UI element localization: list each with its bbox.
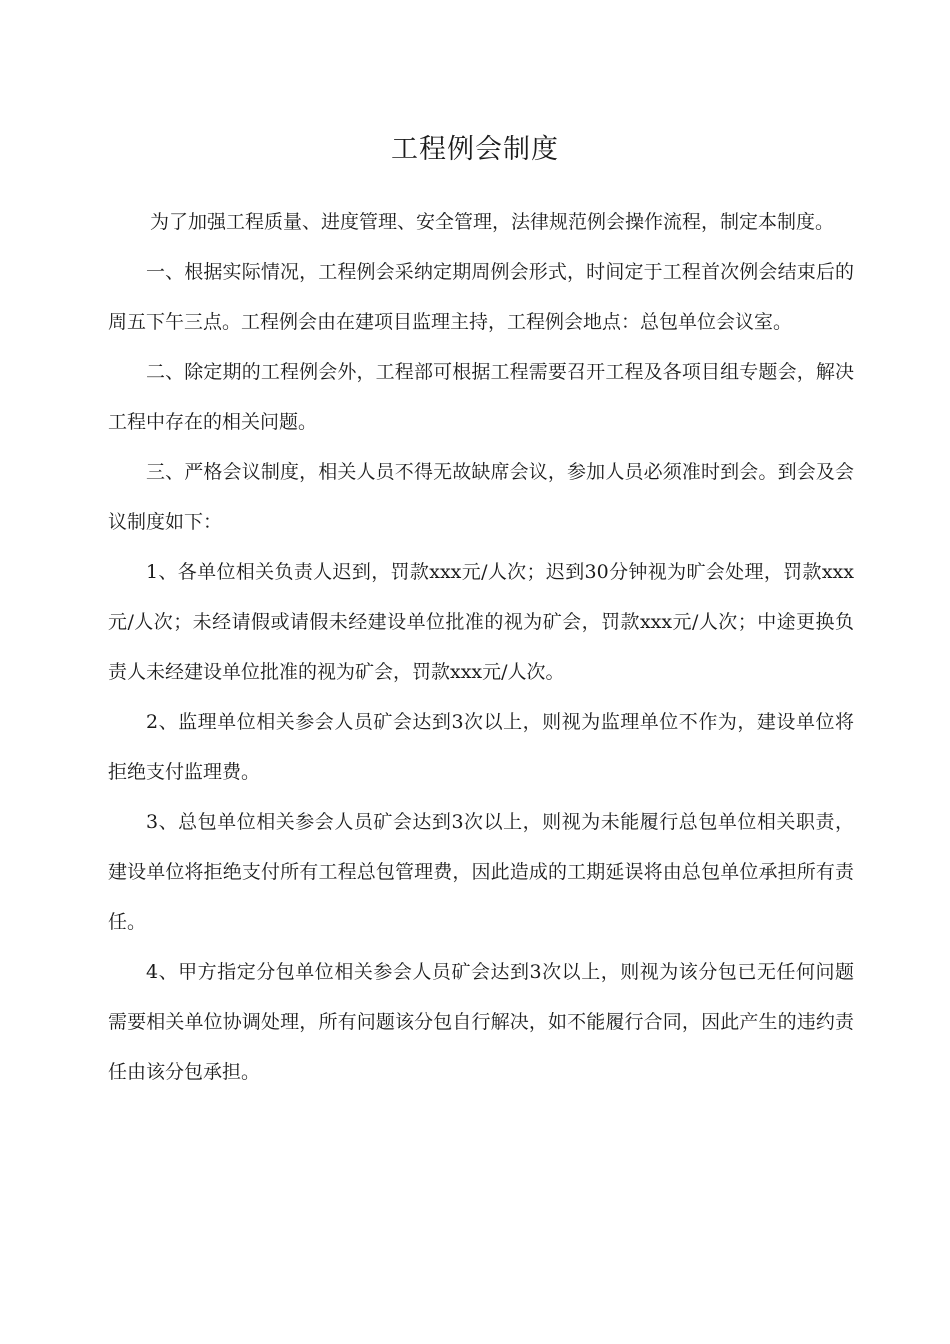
clause-1-paragraph: 一、根据实际情况，工程例会采纳定期周例会形式，时间定于工程首次例会结束后的周五下午三点。工程例会由在建项目监理主持，工程例会地点：总包单位会议室。 [108,261,854,333]
clause-3-paragraph: 三、严格会议制度，相关人员不得无故缺席会议，参加人员必须准时到会。到会及会议制度如下： [108,461,854,533]
rule-1-paragraph: 1、各单位相关负责人迟到，罚款xxx元/人次；迟到30分钟视为旷会处理，罚款xxx元/人次；未经请假或请假未经建设单位批准的视为矿会，罚款xxx元/人次；中途更换负责人未经建设单位批准的视为矿会，罚款xxx元/人次。 [108,561,854,683]
document-title: 工程例会制度 [391,134,559,165]
rule-3-paragraph: 3、总包单位相关参会人员矿会达到3次以上，则视为未能履行总包单位相关职责，建设单位将拒绝支付所有工程总包管理费，因此造成的工期延误将由总包单位承担所有责任。 [108,811,854,933]
rule-2-paragraph: 2、监理单位相关参会人员矿会达到3次以上，则视为监理单位不作为，建设单位将拒绝支付监理费。 [108,711,854,783]
document-body [108,197,854,1097]
rule-4-paragraph: 4、甲方指定分包单位相关参会人员矿会达到3次以上，则视为该分包已无任何问题需要相关单位协调处理，所有问题该分包自行解决，如不能履行合同，因此产生的违约责任由该分包承担。 [108,961,854,1083]
intro-paragraph: 为了加强工程质量、进度管理、安全管理，法律规范例会操作流程，制定本制度。 [150,211,835,233]
clause-2-paragraph: 二、除定期的工程例会外，工程部可根据工程需要召开工程及各项目组专题会，解决工程中存在的相关问题。 [108,361,854,433]
